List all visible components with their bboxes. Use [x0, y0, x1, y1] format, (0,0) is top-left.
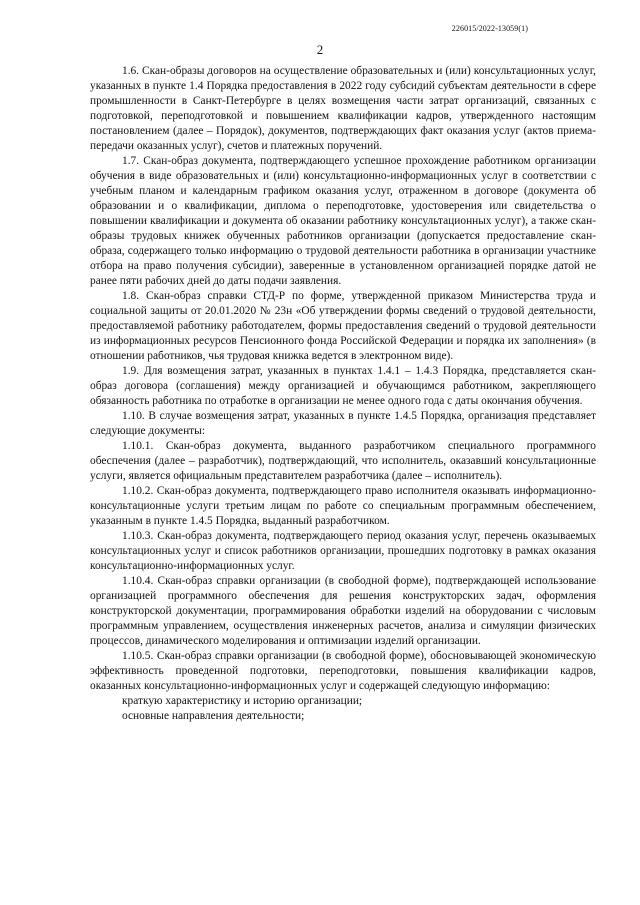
document-body	[90, 64, 596, 724]
paragraph-1-10-2: 1.10.2. Скан-образ документа, подтверждающего право исполнителя оказывать информационно-консультационные услуги третьим лицам по работе со специальным программным обеспечением, указанным в пункте 1.4.5 Порядка, выданный разработчиком.	[90, 485, 596, 527]
paragraph-1-10-1: 1.10.1. Скан-образ документа, выданного разработчиком специального программного обеспечения (далее – разработчик), подтверждающий, что исполнитель, оказавший консультационные услуги, является официальным представителем разработчика (далее – исполнитель).	[90, 440, 596, 482]
list-item: краткую характеристику и историю организации;	[122, 695, 363, 707]
paragraph-1-10-4: 1.10.4. Скан-образ справки организации (в свободной форме), подтверждающей использование организацией программного обеспечения для решения конструкторских задач, оформления конструкторской документации, программирования обработки изделий на оборудовании с числовым программным управлением, осуществления инженерных расчетов, анализа и симуляции физических процессов, динамического моделирования и оптимизации изделий организации.	[90, 575, 596, 647]
paragraph-1-7: 1.7. Скан-образ документа, подтверждающего успешное прохождение работником организации обучения в виде образовательных и (или) консультационно-информационных услуг в соответствии с учебным планом и календарным графиком оказания услуг, отраженном в договоре (документа об образовании и о квалификации, диплома о переподготовке, удостоверения или свидетельства о повышении квалификации и документа об оказании работнику консультационных услуг), а также скан-образы трудовых книжек обученных работников организации (допускается предоставление скан-образа, содержащего только информацию о трудовой деятельности работника в организации участнике отбора на право получения субсидии), заверенные в установленном организацией порядке датой не ранее пяти рабочих дней до даты подачи заявления.	[90, 155, 596, 287]
page-number: 2	[316, 42, 324, 57]
paragraph-1-6: 1.6. Скан-образы договоров на осуществление образовательных и (или) консультационных услуг, указанных в пункте 1.4 Порядка предоставления в 2022 году субсидий субъектам деятельности в сфере промышленности в Санкт-Петербурге в целях возмещения части затрат организаций, связанных с подготовкой, переподготовкой и повышением квалификации кадров, утвержденного настоящим постановлением (далее – Порядок), документов, подтверждающих факт оказания услуг (актов приема-передачи оказанных услуг), счетов и платежных поручений.	[90, 65, 596, 152]
paragraph-1-8: 1.8. Скан-образ справки СТД-Р по форме, утвержденной приказом Министерства труда и социальной защиты от 20.01.2020 № 23н «Об утверждении формы сведений о трудовой деятельности, предоставляемой работнику работодателем, формы предоставления сведений о трудовой деятельности из информационных ресурсов Пенсионного фонда Российской Федерации и порядка их заполнения» (в отношении работников, чья трудовая книжка ведется в электронном виде).	[90, 290, 596, 362]
paragraph-1-10-5: 1.10.5. Скан-образ справки организации (в свободной форме), обосновывающей экономическую эффективность проведенной подготовки, переподготовки, повышения квалификации кадров, оказанных консультационно-информационных услуг и содержащей следующую информацию:	[90, 650, 596, 692]
paragraph-1-9: 1.9. Для возмещения затрат, указанных в пунктах 1.4.1 – 1.4.3 Порядка, представляется скан-образ договора (соглашения) между организацией и обучающимся работником, закрепляющего обязанность работника по отработке в организации не менее одного года с даты окончания обучения.	[90, 365, 596, 407]
paragraph-1-10-3: 1.10.3. Скан-образ документа, подтверждающего период оказания услуг, перечень оказываемых консультационных услуг и список работников организации, прошедших подготовку в рамках оказания консультационно-информационных услуг.	[90, 530, 596, 572]
list-item: основные направления деятельности;	[122, 710, 305, 722]
paragraph-1-10: 1.10. В случае возмещения затрат, указанных в пункте 1.4.5 Порядка, организация представляет следующие документы:	[90, 410, 596, 437]
document-id: 226015/2022-13059(1)	[451, 24, 528, 33]
